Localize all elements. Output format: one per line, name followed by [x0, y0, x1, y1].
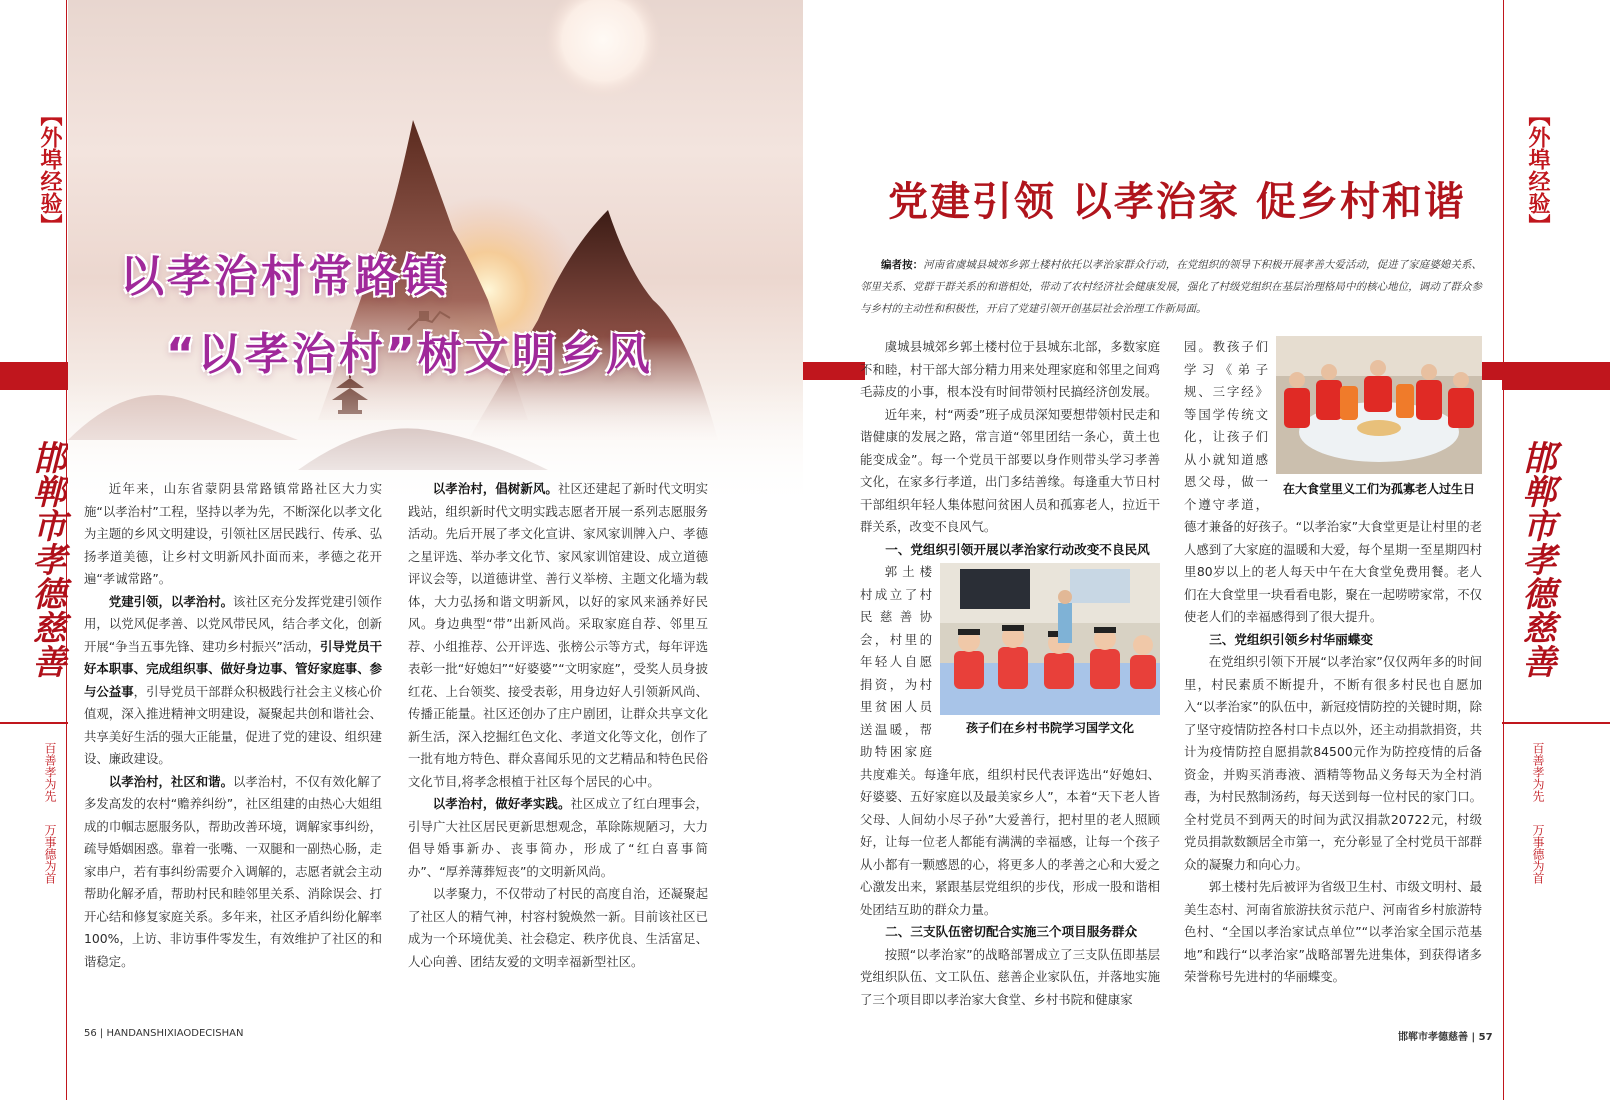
- right-folio: 邯郸市孝德慈善 | 57: [1398, 1032, 1493, 1043]
- right-page-title: 党建引领 以孝治家 促乡村和谐: [888, 178, 1466, 225]
- classroom-photo: [940, 563, 1160, 715]
- left-c1-para2-text-c: ，引导党员干部群众积极践行社会主义核心价值观，深入推进精神文明建设，凝聚起共创和谐社会、共享美好生活的强大正能量，促进了党的建设、组织建设、廉政建设。: [84, 683, 383, 766]
- calligraphy-title-right: 邯郸市孝德慈善: [1516, 440, 1556, 678]
- right-c1-float-wrap: [860, 561, 1160, 921]
- right-column-1: [860, 336, 1160, 1011]
- left-c2-para2-text: 社区成立了红白理事会，引导广大社区居民更新思想观念，革除陈规陋习，大力倡导婚事新办、丧事简办，形成了“红白喜事简办”、“厚养薄葬短丧”的文明新风尚。: [408, 796, 709, 879]
- right-c1-para3: 郭土楼村成立了村民慈善协会，村里的年轻人自愿捐资，为村里贫困人员送温暖，帮助特困家庭共度难关。每逢年底，组织村民代表评选出“好媳妇、好婆婆、五好家庭以及最美家乡人”，本着“天下老人皆父母、人间幼小尽子孙”大爱善行，把村里的老人照顾好，让每一位老人都能有满满的幸福感，让每一个孩子从小都有一颗感恩的心，将更多人的孝善之心和大爱之心激发出来，紧跟基层党组织的步伐，形成一股和谐相处团结互助的群众力量。: [860, 564, 1160, 917]
- subhead-3: 三、党组织引领乡村华丽蝶变: [1209, 631, 1373, 647]
- editor-note-text: 河南省虞城县城郊乡郭土楼村依托以孝治家群众行动，在党组织的领导下积极开展孝善大爱活动，促进了家庭婆媳关系、邻里关系、党群干群关系的和谐相处，带动了农村经济社会健康发展，强化了村级党组织在基层治理格局中的核心地位，调动了群众参与乡村的主动性和积极性，开启了党建引领开创基层社会治理工作新局面。: [860, 259, 1483, 315]
- editor-note: [860, 254, 1482, 320]
- left-c1-para2: [84, 591, 382, 771]
- section-tag-right: 【外埠经验】: [1525, 104, 1550, 236]
- left-c1-para3-text: 以孝治村，不仅有效化解了多发高发的农村“赡养纠纷”，社区组建的由热心大姐组成的巾帼志愿服务队，帮助改善环境，调解家事纠纷，疏导婚姻困惑。靠着一张嘴、一双腿和一副热心肠，走家串户，若有事纠纷需要介入调解的，志愿者就会主动帮助化解矛盾，帮助村民和睦邻里关系、消除误会、打开心结和修复家庭关系。多年来，社区矛盾纠纷化解率100%，上访、非访事件零发生，有效维护了社区的和谐稳定。: [84, 773, 383, 969]
- subhead-2: 二、三支队伍密切配合实施三个项目服务群众: [885, 924, 1138, 939]
- left-c1-para2-bold: 引导党员干好本职事、完成组织事、做好身边事、管好家庭事、参与公益事: [84, 638, 382, 699]
- hero-landscape-image: [68, 0, 803, 505]
- motto-top: 百善孝为先: [43, 742, 57, 802]
- subhead-1: 一、党组织引领开展以孝治家行动改变不良民风: [885, 541, 1150, 557]
- classroom-photo-caption: 孩子们在乡村书院学习国学文化: [965, 721, 1134, 735]
- right-motto-column: [1526, 742, 1550, 884]
- right-column-2: [1184, 336, 1482, 989]
- motto-top-right: 百善孝为先: [1531, 742, 1545, 802]
- left-c2-para3: 以孝聚力，不仅带动了村民的高度自治，还凝聚起了社区人的精气神，村容村貌焕然一新。目前该社区已成为一个环境优美、社会稳定、秩序优良、生活富足、人心向善、团结友爱的文明幸福新型社区。: [408, 886, 708, 969]
- left-folio: 56 | HANDANSHIXIAODECISHAN: [84, 1028, 244, 1039]
- right-c1-para1: 虞城县城郊乡郭土楼村位于县城东北部，多数家庭不和睦，村干部大部分精力用来处理家庭和邻里之间鸡毛蒜皮的小事，根本没有时间带领村民搞经济创发展。: [860, 339, 1160, 399]
- classroom-photo-box: [940, 563, 1160, 739]
- right-red-band: [1502, 362, 1610, 390]
- left-thin-rule: [0, 722, 68, 724]
- left-c1-para1: 近年来，山东省蒙阴县常路镇常路社区大力实施“以孝治村”工程，坚持以孝为先，不断深化以孝文化为主题的乡风文明建设，引领社区居民践行、传承、弘扬孝道美德，让乡村文明新风扑面而来，孝德之花开遍“孝诚常路”。: [84, 481, 382, 586]
- calligraphy-title: 邯郸市孝德慈善: [26, 440, 66, 678]
- left-c1-para2-text-a: 该社区充分发挥党建引领作用，以党风促孝善、以党风带民风，结合孝文化，创新开展“争当五事先锋、建功乡村振兴”活动，: [84, 593, 383, 654]
- hero-title-line2: “以孝治村”树文明乡风: [166, 329, 653, 380]
- right-c2-para2: 在党组织引领下开展“以孝治家”仅仅两年多的时间里，村民素质不断提升，不断有很多村民也自愿加入“以孝治家”的队伍中，新冠疫情防控的关键时期，除了坚守疫情防控各村口卡点以外，还主动捐款捐资，共计为疫情防控自愿捐款84500元作为防控疫情的后备资金，并购买消毒液、酒精等物品义务每天为全村消毒，为村民熬制汤药，每天送到每一位村民的家门口。全村党员不到两天的时间为武汉捐款20722元，村级党员捐款数额居全市第一，充分彰显了全村党员干部群众的凝聚力和向心力。: [1184, 654, 1482, 872]
- left-c2-para1-text: 社区还建起了新时代文明实践站，组织新时代文明实践志愿者开展一系列志愿服务活动。先后开展了孝文化宣讲、家风家训牌入户、孝德之星评选、举办孝文化节、家风家训馆建设、成立道德评议会等，以道德讲堂、善行义举榜、主题文化墙为载体，大力弘扬和谐文明新风，以好的家风来涵养好民风。身边典型“带”出新风尚。采取家庭自荐、邻里互荐、小组推荐、公开评选、张榜公示等方式，每年评选表彰一批“好媳妇”“好婆婆”“文明家庭”，受奖人员身披红花、上台领奖、接受表彰，用身边好人引领新风尚、传播正能量。社区还创办了庄户剧团，让群众共享文化新生活，深入挖掘红色文化、孝道文化等文化，创作了一批有地方特色、群众喜闻乐见的文艺精品和特色民俗文化节目,将孝念根植于社区每个居民的心中。: [408, 481, 709, 789]
- left-calligraphy-column: [24, 440, 68, 678]
- section-tag: 【外埠经验】: [37, 104, 62, 236]
- left-c2-para2-head: 以孝治村，做好孝实践。: [432, 796, 571, 811]
- left-c2-para2: [408, 793, 708, 883]
- right-c2-para1: 园。教孩子们学习《弟子规、三字经》等国学传统文化，让孩子们从小就知道感恩父母，做一个遵守孝道，德才兼备的好孩子。“以孝治家”大食堂更是让村里的老人感到了大家庭的温暖和大爱，每个星期一至星期四村里80岁以上的老人每天中午在大食堂免费用餐。老人们在大食堂里一块看看电影，聚在一起唠唠家常，不仅使老人们的幸福感得到了很大提升。: [1184, 339, 1482, 624]
- left-column-2: [408, 478, 708, 973]
- banquet-photo-caption: 在大食堂里义工们为孤寡老人过生日: [1282, 482, 1475, 496]
- right-c1-para2: 近年来，村“两委”班子成员深知要想带领村民走和谐健康的发展之路，常言道“邻里团结一条心，黄土也能变成金”。每一个党员干部要以身作则带头学习孝善文化，在家多行孝道，出门多结善缘。每逢重大节日村干部组织年轻人集体慰问贫困人员和孤寡老人，拉近干群关系，改变不良风气。: [860, 406, 1160, 534]
- left-red-band: [0, 362, 68, 390]
- left-column-1: [84, 478, 382, 973]
- right-c1-para4: 按照“以孝治家”的战略部署成立了三支队伍即基层党组织队伍、文工队伍、慈善企业家队伍，并落地实施了三个项目即以孝治家大食堂、乡村书院和健康家: [860, 946, 1160, 1007]
- right-calligraphy-column: [1514, 440, 1558, 678]
- right-c2-para3: 郭土楼村先后被评为省级卫生村、市级文明村、最美生态村、河南省旅游扶贫示范户、河南省乡村旅游特色村、“全国以孝治家试点单位”“以孝治家全国示范基地”和践行“以孝治家”战略部署先进集体，到获得诸多荣誉称号先进村的华丽蝶变。: [1184, 879, 1482, 984]
- motto-bottom: 万事德为首: [43, 824, 57, 884]
- left-c1-para3: [84, 771, 382, 974]
- right-thin-rule: [1502, 722, 1610, 724]
- banquet-photo: [1276, 336, 1482, 474]
- right-margin-line: [1503, 0, 1504, 1100]
- center-red-band: [803, 362, 865, 380]
- left-c2-para1-head: 以孝治村，倡树新风。: [432, 481, 558, 496]
- hero-title-line1: 以孝治村常路镇: [120, 251, 449, 302]
- left-section-tag-column: [34, 104, 64, 236]
- banquet-photo-box: [1276, 336, 1482, 502]
- left-c1-para3-head: 以孝治村，社区和谐。: [108, 773, 233, 789]
- left-motto-column: [38, 742, 62, 884]
- left-c1-para2-head: 党建引领，以孝治村。: [108, 593, 233, 609]
- editor-note-label: 编者按：: [881, 259, 924, 271]
- motto-bottom-right: 万事德为首: [1531, 824, 1545, 884]
- left-c2-para1: [408, 478, 708, 793]
- right-section-tag-column: [1522, 104, 1552, 236]
